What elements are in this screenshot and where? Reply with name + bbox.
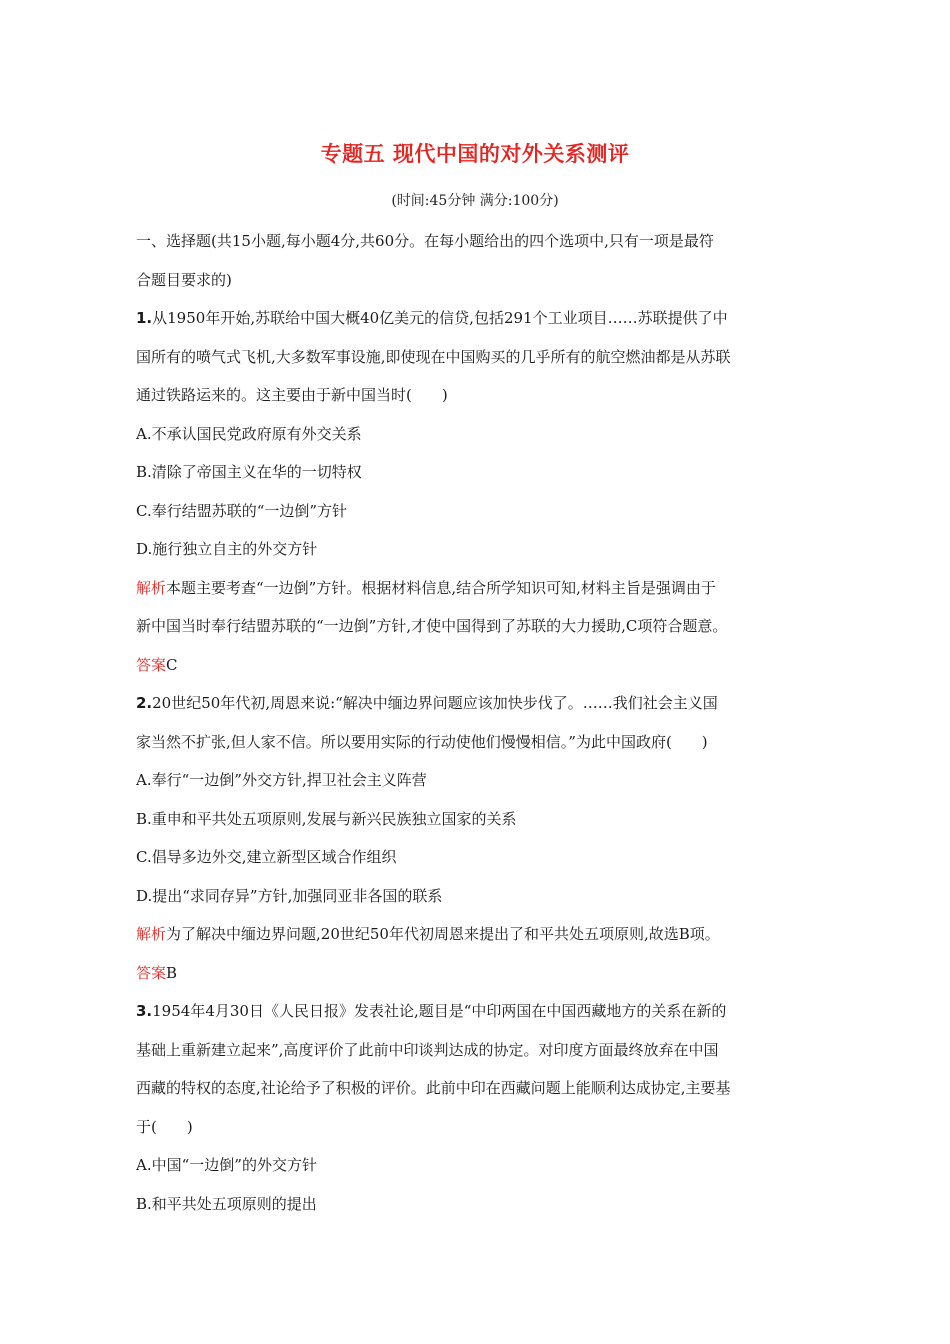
option-c: C.倡导多边外交,建立新型区域合作组织 <box>136 848 397 866</box>
question-stem: 通过铁路运来的。这主要由于新中国当时( ) <box>136 386 448 404</box>
question-number: 2. <box>136 694 153 712</box>
analysis <box>136 569 816 608</box>
analysis-label: 解析 <box>136 925 167 943</box>
question-stem: 基础上重新建立起来”,高度评价了此前中印谈判达成的协定。对印度方面最终放弃在中国 <box>136 1040 719 1059</box>
answer-value: B <box>166 963 178 982</box>
option-a: A.不承认国民党政府原有外交关系 <box>136 424 362 443</box>
analysis-text: 为了解决中缅边界问题,20世纪50年代初周恩来提出了和平共处五项原则,故选B项。 <box>166 925 720 943</box>
question-number: 3. <box>136 1002 153 1020</box>
question-stem-text: 20世纪50年代初,周恩来说:“解决中缅边界问题应该加快步伐了。……我们社会主义国 <box>152 694 718 712</box>
question-stem-text: 从1950年开始,苏联给中国大概40亿美元的信贷,包括291个工业项目……苏联提供了中 <box>152 309 728 327</box>
option-d: D.提出“求同存异”方针,加强同亚非各国的联系 <box>136 886 443 905</box>
exam-info: (时间:45分钟 满分:100分) <box>391 193 559 209</box>
option-b: B.和平共处五项原则的提出 <box>136 1194 317 1213</box>
option-c: C.奉行结盟苏联的“一边倒”方针 <box>136 501 348 520</box>
section-instructions: 一、选择题(共15小题,每小题4分,共60分。在每小题给出的四个选项中,只有一项是最符 <box>136 232 714 250</box>
question-stem <box>136 684 816 723</box>
analysis-label: 解析 <box>136 578 167 597</box>
section-instructions-cont: 合题目要求的) <box>136 270 232 289</box>
page-title: 专题五 现代中国的对外关系测评 <box>320 142 630 166</box>
question-stem: 于( ) <box>136 1117 193 1136</box>
question-stem <box>136 299 816 338</box>
question-1 <box>136 299 816 684</box>
answer-label: 答案 <box>136 963 167 982</box>
option-b: B.清除了帝国主义在华的一切特权 <box>136 463 362 481</box>
answer <box>136 646 816 685</box>
question-stem-text: 1954年4月30日《人民日报》发表社论,题目是“中印两国在中国西藏地方的关系在新的 <box>152 1002 727 1020</box>
analysis-text: 本题主要考查“一边倒”方针。根据材料信息,结合所学知识可知,材料主旨是强调由于 <box>166 578 716 597</box>
question-stem <box>136 992 816 1031</box>
exam-content <box>136 222 816 1223</box>
analysis <box>136 915 816 954</box>
question-2 <box>136 684 816 992</box>
option-b: B.重申和平共处五项原则,发展与新兴民族独立国家的关系 <box>136 809 517 828</box>
question-stem: 西藏的特权的态度,社论给予了积极的评价。此前中印在西藏问题上能顺利达成协定,主要基 <box>136 1079 731 1097</box>
question-number: 1. <box>136 309 153 327</box>
answer-label: 答案 <box>136 655 167 674</box>
option-d: D.施行独立自主的外交方针 <box>136 540 318 558</box>
option-a: A.中国“一边倒”的外交方针 <box>136 1156 317 1174</box>
question-3 <box>136 992 816 1223</box>
option-a: A.奉行“一边倒”外交方针,捍卫社会主义阵营 <box>136 771 427 789</box>
answer-value: C <box>166 655 178 674</box>
question-stem: 家当然不扩张,但人家不信。所以要用实际的行动使他们慢慢相信。”为此中国政府( ) <box>136 732 708 751</box>
analysis-text: 新中国当时奉行结盟苏联的“一边倒”方针,才使中国得到了苏联的大力援助,C项符合题意。 <box>136 617 728 635</box>
question-stem: 国所有的喷气式飞机,大多数军事设施,即使现在中国购买的几乎所有的航空燃油都是从苏联 <box>136 347 731 366</box>
answer <box>136 954 816 993</box>
